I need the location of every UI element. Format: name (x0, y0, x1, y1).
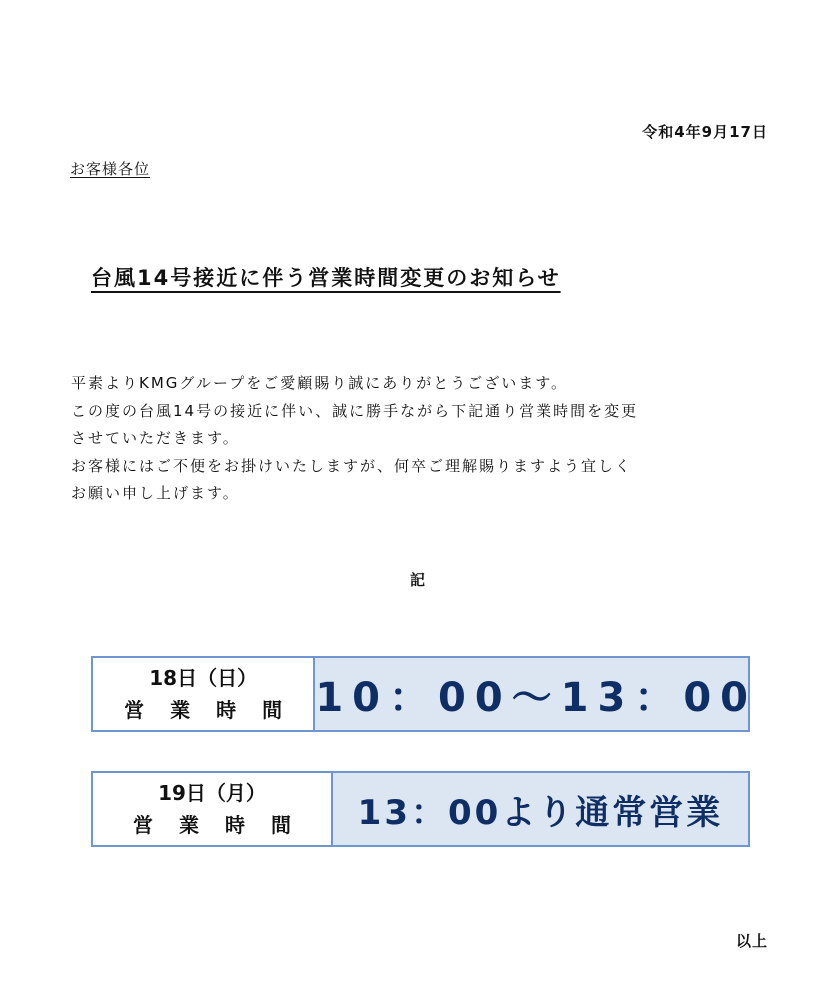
business-hours: 10：00～13：00 (315, 674, 757, 721)
body-line: お客様にはご不便をお掛けいたしますが、何卒ご理解賜りますよう宜しく (71, 456, 633, 475)
notice-title: 台風14号接近に伴う営業時間変更のお知らせ (91, 266, 561, 290)
closing-mark: 以上 (735, 932, 768, 950)
body-line: 平素よりKMGグループをご愛顧賜り誠にありがとうございます。 (71, 374, 569, 392)
day-label: 19日（月） (158, 781, 266, 805)
body-line: お願い申し上げます。 (71, 484, 240, 502)
day-label: 18日（日） (149, 666, 258, 690)
ki-heading: 記 (410, 571, 426, 589)
notice-body (71, 370, 761, 508)
schedule-row-18 (91, 656, 757, 732)
day-cell (93, 773, 333, 845)
time-cell (333, 773, 748, 845)
time-cell (315, 658, 757, 730)
day-cell (93, 658, 315, 730)
addressee: お客様各位 (70, 160, 151, 178)
business-hours: 13：00より通常営業 (357, 792, 724, 833)
body-line: この度の台風14号の接近に伴い、誠に勝手ながら下記通り営業時間を変更 (71, 401, 639, 420)
notice-date: 令和4年9月17日 (642, 123, 768, 141)
hours-label: 営業時間 (124, 698, 309, 722)
schedule-row-19 (91, 771, 750, 847)
hours-label: 営業時間 (133, 813, 317, 837)
body-line: させていただきます。 (71, 429, 240, 447)
